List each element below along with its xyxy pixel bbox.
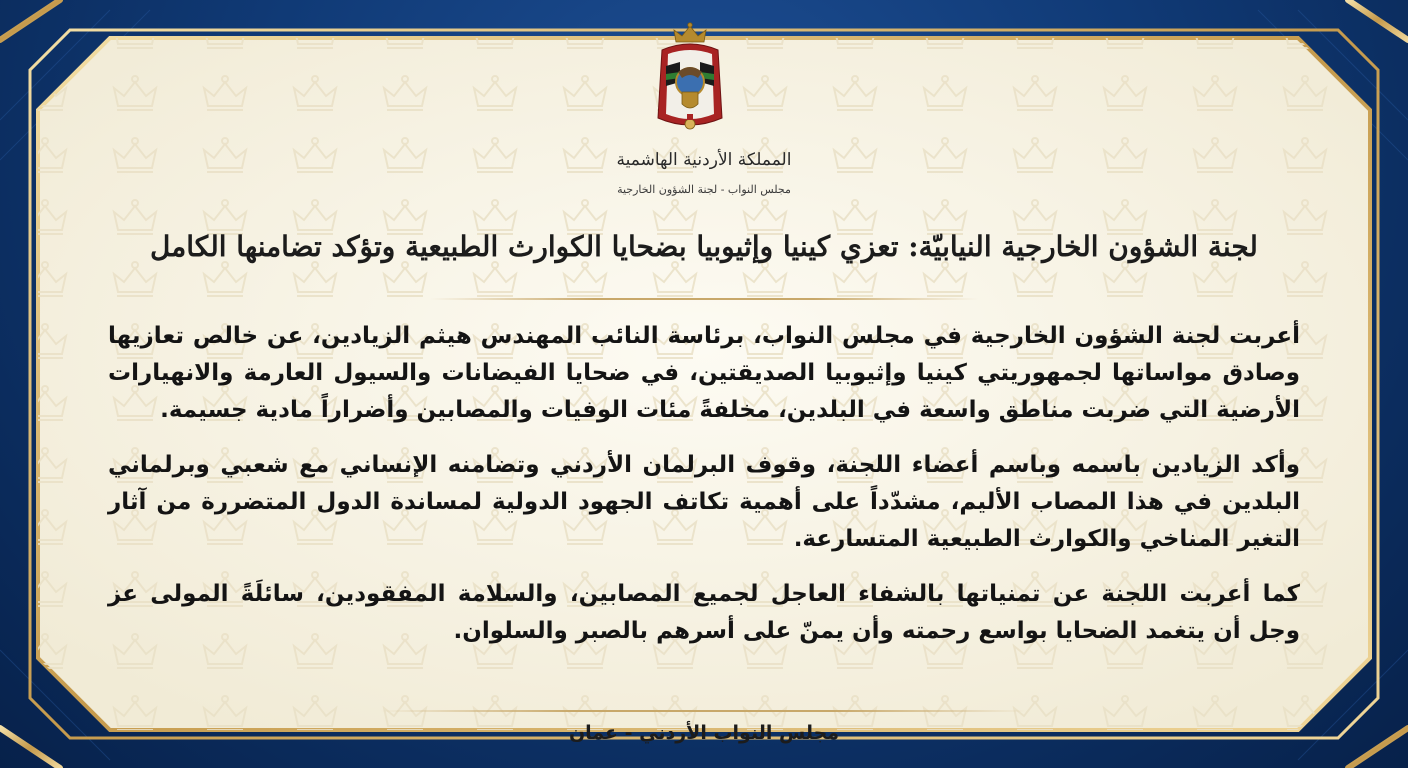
jordan-coat-of-arms-icon xyxy=(652,22,728,142)
paragraph-2: وأكد الزيادين باسمه وباسم أعضاء اللجنة، وقوف البرلمان الأردني وتضامنه الإنساني مع شعبي وبرلماني البلدين في هذا المصاب الأليم، مشدّداً على أهمية تكاتف الجهود الدولية لمساندة الدول المتضررة من آثار التغير المناخي والكوارث الطبيعية المتسارعة. xyxy=(108,452,1300,552)
footer-source: مجلس النواب الأردني - عمان xyxy=(568,722,840,744)
organization-name: المملكة الأردنية الهاشمية xyxy=(616,150,792,170)
article-body xyxy=(108,318,1300,668)
paragraph-1: أعربت لجنة الشؤون الخارجية في مجلس النواب، برئاسة النائب المهندس هيثم الزيادين، عن خالص تعازيها وصادق مواساتها لجمهوريتي كينيا وإثيوبيا الصديقتين، في ضحايا الفيضانات والسيول العارمة والانهيارات الأرضية التي ضربت مناطق واسعة في البلدين، مخلفةً مئات الوفيات والمصابين وأضراراً مادية جسيمة. xyxy=(108,323,1300,423)
headline: لجنة الشؤون الخارجية النيابيّة: تعزي كينيا وإثيوبيا بضحايا الكوارث الطبيعية وتؤكد تضامنها الكامل xyxy=(150,230,1258,263)
organization-subtitle: مجلس النواب - لجنة الشؤون الخارجية xyxy=(617,183,791,196)
footer-divider xyxy=(380,710,1028,712)
paragraph-3: كما أعربت اللجنة عن تمنياتها بالشفاء العاجل لجميع المصابين، والسلامة المفقودين، سائلَةً المولى عز وجل أن يتغمد الضحايا بواسع رحمته وأن يمنّ على أسرهم بالصبر والسلوان. xyxy=(108,581,1300,644)
headline-divider xyxy=(430,298,978,300)
